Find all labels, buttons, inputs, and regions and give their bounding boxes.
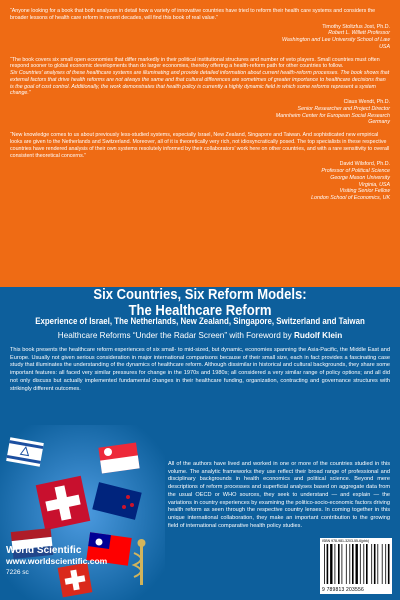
book-title-line-2: The Healthcare Reform: [128, 303, 272, 319]
endorsement-attribution-3: [10, 161, 390, 202]
endorsement-quote-3: “New knowledge comes to us about previously less-studied systems, especially Israel, New Zealand, Singapore and Taiwan. And sophisticated new empirical looks are given to the Netherlands and Switzerland. Moreover, all of it is theoretically very rich, not idiosyncratically posed. The top specialists in these respective countries have rendered analysis of their own systems resolutely informed by their collaborators’ work here on other countries, and with a rare sensitivity to overall consistent theoretical concerns.”: [10, 132, 390, 159]
endorser-line: Virginia, USA: [358, 181, 390, 188]
title-block: [0, 287, 400, 334]
endorser-line: Mannheim Center for European Social Research: [275, 112, 390, 119]
endorsement-quote-2: “The book covers six small open economies that differ markedly in their political institutional structures and number of veto players. Small countries must often respond sooner to global economic developments than do larger economies, thereby offering a health-reform path for other countries to follow.: [10, 56, 380, 70]
isbn-digits: 9 789813 203556: [322, 587, 364, 593]
singapore-flag-icon: [98, 442, 139, 473]
endorser-line: USA: [379, 43, 390, 50]
authors-paragraph: All of the authors have lived and worked in one or more of the countries studied in this volume. The analytic frameworks they use reflect their broad range of professional and disciplinary backgrounds in health economics and political science. Beyond mere descriptions of reform processes and superficial analyses based on aggregate data from the usual OECD or WHO sources, they seek to understand — and explain — the variations in country experiences by examining the politico-socio-economic factors driving health reform as seen through the respective country lenses. In coming together in this unique international collaboration, they make an important contribution to the growing field of international comparative health policy studies.: [168, 461, 390, 529]
endorser-line: Visiting Senior Fellow: [339, 188, 390, 195]
endorser-line: Senior Researcher and Project Director: [297, 105, 390, 112]
foreword-author: Rudolf Klein: [293, 331, 343, 340]
publisher-url: www.worldscientific.com: [6, 556, 108, 566]
endorser-line: Professor of Political Science: [321, 168, 390, 175]
isbn-label: ISBN 978-981-3203-55-6(pbk): [322, 539, 370, 543]
intro-paragraph: This book presents the healthcare reform experiences of six small- to mid-sized, but dynamic, economies spanning the Asia-Pacific, the Middle East and Europe. Usually not given serious consideration in major international comparisons because of their small size, each in fact provides a fascinating case study that illuminates the understanding of the dynamics of healthcare reform. Although dissimilar in historical and cultural backgrounds, they share some important features: all faced very similar pressures for change in the 1970s and 1980s; all considered a very similar range of policy options; and all did not only discuss but actually implemented fundamental changes in their healthcare funding, organization, contracting and governance structures with strikingly different outcomes.: [10, 347, 390, 392]
endorser-name-2: Claus Wendt, Ph.D.: [343, 99, 390, 106]
book-title-line-1: Six Countries, Six Reform Models:: [93, 287, 307, 303]
isbn-barcode-box: [320, 538, 392, 594]
endorsement-attribution-1: [10, 24, 390, 51]
endorser-line: London School of Economics, UK: [311, 195, 390, 202]
publisher-block: [6, 545, 107, 578]
endorsement-quote-1: “Anyone looking for a book that both analyzes in detail how a variety of innovative countries have tried to reform their health care systems and considers the broader lessons of health care reform in recent decades, will find this book of real value.”: [10, 8, 376, 21]
endorsement-quote-2b: Six Countries’ analyses of these healthcare systems are illuminating and provide detailed information about current health-reform processes. The book shows that external factors that drive health reforms are not always the same and that cultural differences are sometimes of greater importance to healthcare decisions than is the goal of cost control. Additionally, the work demonstrates that health policy is currently a highly dynamic field in which some reforms represent a system change.”: [10, 70, 390, 97]
barcode-icon: [322, 544, 390, 584]
book-tagline: [0, 331, 400, 340]
endorsements-panel: [0, 0, 400, 287]
tagline-text: Healthcare Reforms “Under the Radar Screen” with Foreword by: [57, 331, 292, 340]
endorsement-attribution-2: [10, 99, 390, 126]
publisher-name: World Scientific: [6, 545, 82, 556]
book-subtitle: Experience of Israel, The Netherlands, New Zealand, Singapore, Switzerland and Taiwan: [35, 316, 365, 326]
endorser-line: Robert L. Willett Professor: [328, 30, 390, 37]
red-cross-icon: [36, 476, 91, 531]
catalog-code: 7226 sc: [6, 569, 29, 576]
endorser-name-3: David Wilsford, Ph.D.: [339, 161, 390, 168]
endorser-line: George Mason University: [330, 174, 390, 181]
endorser-line: Germany: [368, 119, 390, 126]
endorser-name-1: Timothy Stoltzfus Jost, Ph.D.: [322, 23, 390, 30]
endorser-line: Washington and Lee University School of Law: [282, 37, 390, 44]
